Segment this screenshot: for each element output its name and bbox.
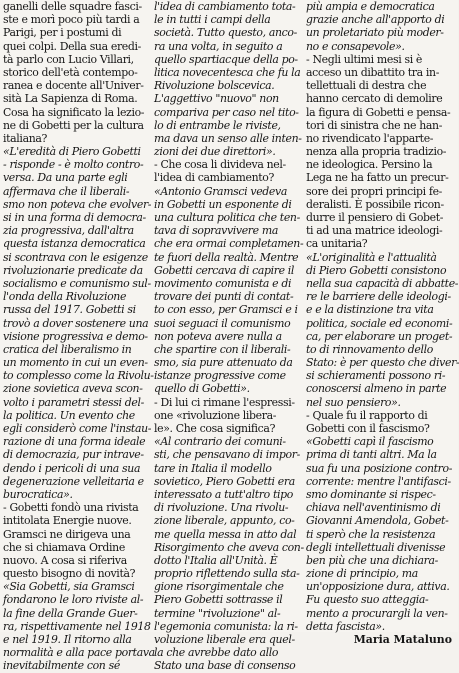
- text-line: voluzione liberale era quel-: [154, 633, 295, 646]
- text-line: ne di Gobetti per la cultura: [3, 118, 144, 132]
- text-line: ganelli delle squadre fasci-: [3, 0, 142, 13]
- text-line: compariva per caso nel tito-: [154, 105, 299, 119]
- text-line: l'onda della Rivoluzione: [3, 290, 127, 304]
- text-line: ra, rispettivamente nel 1918: [3, 619, 151, 633]
- text-line: intitolata Energie nuove.: [3, 514, 132, 528]
- text-line: questo bisogno di novità?: [3, 567, 136, 581]
- text-line: Gramsci ne dirigeva una: [3, 527, 131, 541]
- text-line: questa istanza democratica: [3, 237, 146, 251]
- text-line: razione di una forma ideale: [3, 435, 146, 449]
- text-line: inevitabilmente con sé: [3, 659, 120, 673]
- text-line: - risponde - è molto contro-: [3, 158, 144, 172]
- text-line: trovò a dover sostenere una: [3, 316, 149, 330]
- text-line: movimento comunista e di: [154, 276, 292, 290]
- text-line: l'idea di cambiamento?: [154, 171, 274, 185]
- text-line: burocratica».: [3, 487, 73, 501]
- text-line: un'opposizione dura, attiva.: [306, 580, 450, 594]
- text-line: di Piero Gobetti consistono: [306, 263, 447, 277]
- text-line: Cosa ha significato la lezio-: [3, 105, 145, 119]
- text-line: la figura di Gobetti e pensa-: [306, 105, 451, 119]
- text-line: - Quale fu il rapporto di: [306, 408, 428, 422]
- text-line: hanno cercato di demolire: [306, 92, 443, 106]
- text-line: dendo i pericoli di una sua: [3, 461, 141, 475]
- text-line: versa. Da una parte egli: [3, 171, 128, 185]
- text-line: Stato: è per questo che diver-: [306, 356, 459, 370]
- text-line: degenerazione velleitaria e: [3, 474, 144, 488]
- text-column-1: [3, 0, 155, 673]
- text-line: Gobetti cercava di capire il: [154, 263, 295, 277]
- text-line: Risorgimento che aveva con-: [154, 540, 304, 554]
- text-line: istanze progressive come: [154, 369, 286, 383]
- text-line: prima di tanti altri. Ma la: [306, 448, 437, 462]
- text-line: durre il pensiero di Gobet-: [306, 211, 444, 224]
- text-line: «L'eredità di Piero Gobetti: [3, 145, 141, 159]
- text-line: più ampia e democratica: [306, 0, 435, 13]
- text-line: no rivendicato l'apparte-: [306, 131, 434, 145]
- text-line: cratica del liberalismo in: [3, 342, 132, 356]
- text-line: quello spartiacque della po-: [154, 52, 298, 66]
- text-line: ti ad una matrice ideologi-: [306, 224, 443, 238]
- text-line: rivoluzionarie predicate da: [3, 263, 143, 277]
- text-line: l'idea di cambiamento tota-: [154, 0, 296, 13]
- text-line: grazie anche all'apporto di: [306, 13, 445, 27]
- text-line: che spartire con il liberali-: [154, 342, 291, 356]
- text-line: non poteva avere nulla a: [154, 329, 282, 343]
- text-line: Stato una base di consenso: [154, 659, 296, 673]
- text-line: one «rivoluzione libera-: [154, 408, 277, 422]
- text-line: russa del 1917. Gobetti si: [3, 303, 136, 317]
- text-line: Lega ne ha fatto un precur-: [306, 171, 449, 185]
- text-line: Rivoluzione bolscevica.: [154, 79, 275, 93]
- text-line: zioni dei due direttori».: [154, 145, 276, 159]
- text-line: chiava nell'aventinismo di: [306, 501, 441, 515]
- text-line: Fu questo suo atteggia-: [306, 593, 429, 607]
- text-line: - Di lui ci rimane l'espressi-: [154, 395, 295, 409]
- text-line: to di rinnovamento dello: [306, 342, 433, 356]
- text-line: nel suo pensiero».: [306, 395, 401, 409]
- text-line: la fine della Grande Guer-: [3, 606, 138, 620]
- text-line: gione risorgimentale che: [154, 580, 284, 594]
- text-line: visione progressiva e demo-: [3, 329, 148, 343]
- text-line: lo di entrambe le riviste,: [154, 118, 281, 132]
- text-line: degli intellettuali divenisse: [306, 540, 446, 554]
- text-line: ca, per elaborare un proget-: [306, 329, 453, 343]
- text-line: sovietico, Piero Gobetti era: [154, 474, 295, 488]
- text-line: deralisti. È possibile ricon-: [306, 197, 444, 211]
- text-line: un proletariato più moder-: [306, 26, 444, 40]
- text-line: L'aggettivo "nuovo" non: [154, 92, 279, 106]
- text-line: me quella messa in atto dal: [154, 527, 297, 541]
- text-line: che era ormai completamen-: [154, 237, 304, 251]
- text-line: re le barriere delle ideologi-: [306, 290, 451, 304]
- text-line: to con esso, per Gramsci e i: [154, 303, 298, 317]
- text-line: mento a procurargli la ven-: [306, 606, 448, 620]
- text-line: si schieramenti possono ri-: [306, 369, 446, 383]
- text-line: sità La Sapienza di Roma.: [3, 92, 138, 106]
- text-line: nenza alla propria tradizio-: [306, 145, 447, 159]
- text-line: «Gobetti capì il fascismo: [306, 435, 434, 449]
- text-line: ne ideologica. Persino la: [306, 158, 433, 172]
- text-line: zione liberale, appunto, co-: [154, 514, 295, 528]
- text-line: proprio riflettendo sulla sta-: [154, 567, 300, 581]
- text-line: nella sua capacità di abbatte-: [306, 276, 459, 290]
- text-line: tare in Italia il modello: [154, 461, 272, 475]
- text-line: zione sovietica aveva scon-: [3, 382, 143, 396]
- text-line: nuovo. A cosa si riferiva: [3, 553, 127, 567]
- text-line: quei colpi. Della sua eredi-: [3, 39, 141, 53]
- text-line: l'egemonia comunista: la ri-: [154, 619, 298, 633]
- text-line: smo non poteva che evolver-: [3, 197, 152, 211]
- text-line: si in una forma di democra-: [3, 211, 146, 224]
- text-line: e e la distinzione tra vita: [306, 303, 434, 317]
- text-line: socialismo e comunismo sul-: [3, 276, 151, 290]
- text-line: «Al contrario dei comuni-: [154, 435, 286, 449]
- text-line: in Gobetti un esponente di: [154, 197, 292, 211]
- text-line: dotto l'Italia all'Unità. È: [154, 553, 278, 567]
- text-line: sua fu una posizione contro-: [306, 461, 453, 475]
- text-line: suoi seguaci il comunismo: [154, 316, 291, 330]
- text-line: smo, sia pure attenuato da: [154, 356, 293, 370]
- column-3-body: [306, 0, 459, 633]
- text-line: quello di Gobetti».: [154, 382, 250, 396]
- text-line: no e consapevole».: [306, 39, 405, 53]
- text-line: te fuori della realtà. Mentre: [154, 250, 299, 264]
- text-line: conoscersi almeno in parte: [306, 382, 447, 396]
- text-line: «Antonio Gramsci vedeva: [154, 184, 287, 198]
- text-line: le». Che cosa significa?: [154, 422, 276, 435]
- text-line: Gobetti con il fascismo?: [306, 422, 430, 435]
- text-line: «Sia Gobetti, sia Gramsci: [3, 580, 135, 594]
- text-line: Parigi, per i postumi di: [3, 26, 122, 40]
- text-line: - Gobetti fondò una rivista: [3, 501, 139, 515]
- text-line: tà parlo con Lucio Villari,: [3, 52, 134, 66]
- text-line: affermava che il liberali-: [3, 184, 130, 198]
- text-line: ranea e docente all'Univer-: [3, 79, 144, 93]
- text-line: ca unitaria?: [306, 237, 368, 251]
- text-line: la politica. Un evento che: [3, 408, 135, 422]
- text-line: corrente: mentre l'antifasci-: [306, 474, 451, 488]
- text-line: ma dava un senso alle inten-: [154, 131, 302, 145]
- text-line: Giovanni Amendola, Gobet-: [306, 514, 449, 528]
- text-line: detta fascista».: [306, 619, 385, 633]
- text-line: litica novecentesca che fu la: [154, 65, 301, 79]
- text-line: to complesso come la Rivolu-: [3, 369, 154, 383]
- text-line: ra una volta, in seguito a: [154, 39, 283, 53]
- text-line: ste e morì poco più tardi a: [3, 13, 140, 27]
- text-line: un momento in cui un even-: [3, 356, 148, 370]
- text-line: zia progressiva, dall'altra: [3, 224, 134, 238]
- text-line: sti, che pensavano di impor-: [154, 448, 300, 462]
- text-line: di rivoluzione. Una rivolu-: [154, 501, 289, 515]
- text-line: zione di principio, ma: [306, 567, 418, 581]
- text-line: una cultura politica che ten-: [154, 211, 300, 224]
- text-line: fondarono le loro riviste al-: [3, 593, 144, 607]
- text-line: termine "rivoluzione" al-: [154, 606, 281, 620]
- text-line: le in tutti i campi della: [154, 13, 271, 27]
- text-line: normalità e alla pace portava: [3, 646, 155, 660]
- author-signature: Maria Mataluno: [353, 633, 452, 646]
- text-line: sore dei propri principi fe-: [306, 184, 443, 198]
- text-line: che si chiamava Ordine: [3, 540, 125, 554]
- text-line: interessato a tutt'altro tipo: [154, 487, 293, 501]
- text-line: italiana?: [3, 131, 48, 145]
- text-line: ben più che una dichiara-: [306, 553, 438, 567]
- text-column-2: [154, 0, 304, 673]
- text-line: - Negli ultimi mesi si è: [306, 52, 423, 66]
- text-line: tori di sinistra che ne han-: [306, 118, 443, 132]
- text-line: tellettuali di destra che: [306, 79, 427, 93]
- text-line: politica, sociale ed economi-: [306, 316, 453, 330]
- text-line: storico dell'età contempo-: [3, 65, 138, 79]
- text-line: Piero Gobetti sottrasse il: [154, 593, 283, 607]
- text-line: società. Tutto questo, anco-: [154, 26, 297, 40]
- text-line: smo dominante si rispec-: [306, 487, 436, 501]
- text-line: volto i parametri stessi del-: [3, 395, 144, 409]
- text-line: di democrazia, pur intrave-: [3, 448, 144, 462]
- text-line: ti sperò che la resistenza: [306, 527, 436, 541]
- text-line: - Che cosa li divideva nel-: [154, 158, 286, 172]
- text-line: la che avrebbe dato allo: [154, 646, 279, 660]
- text-line: trovare dei punti di contat-: [154, 290, 294, 304]
- text-column-3: [306, 0, 459, 646]
- text-line: e nel 1919. Il ritorno alla: [3, 633, 132, 646]
- text-line: tava di sopravvivere ma: [154, 224, 278, 238]
- text-line: si scontrava con le esigenze: [3, 250, 148, 264]
- text-line: acceso un dibattito tra in-: [306, 65, 440, 79]
- text-line: egli considerò come l'instau-: [3, 422, 152, 435]
- text-line: «L'originalità e l'attualità: [306, 250, 437, 264]
